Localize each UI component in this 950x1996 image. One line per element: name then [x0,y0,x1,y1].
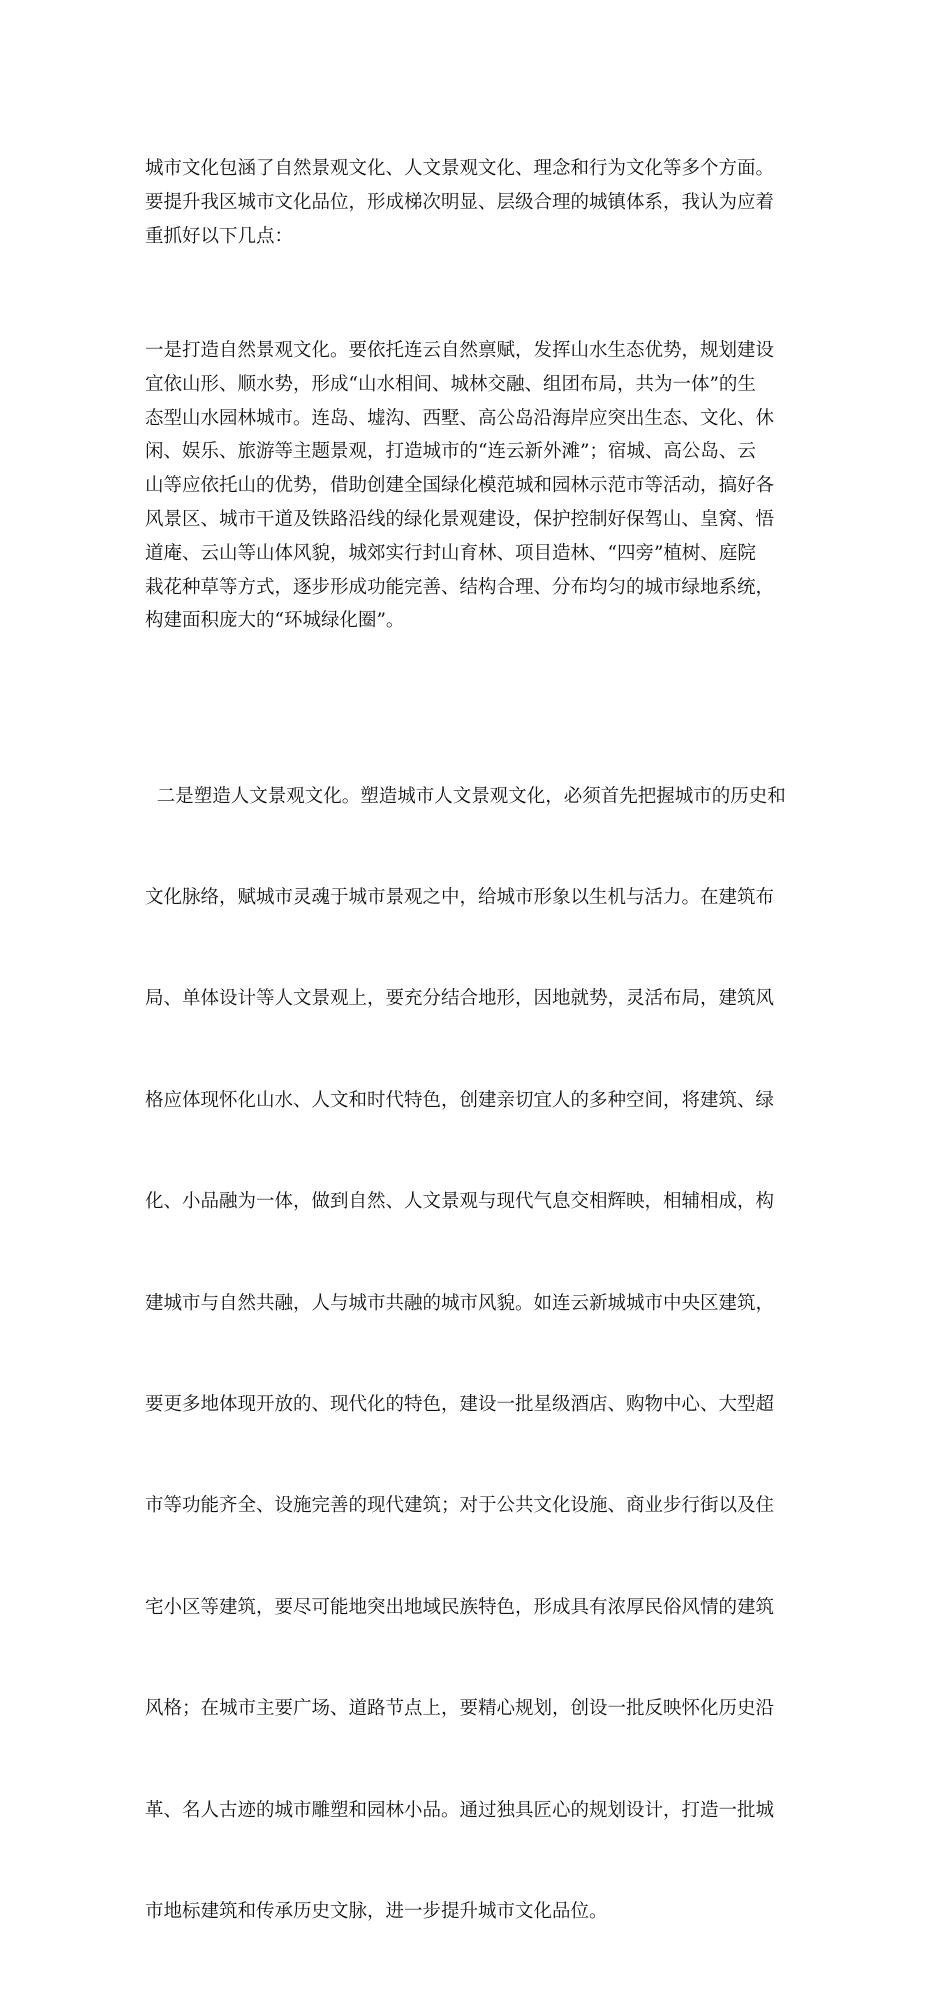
text-line: 革、名人古迹的城市雕塑和园林小品。通过独具匠心的规划设计，打造一批城 [145,1799,775,1821]
paragraph-natural-landscape [145,334,774,638]
paragraph-intro [145,152,774,253]
text-line: 局、单体设计等人文景观上，要充分结合地形，因地就势，灵活布局，建筑风 [145,988,775,1010]
text-line: 山等应依托山的优势，借助创建全国绿化模范城和园林示范市等活动，搞好各 [145,475,775,497]
text-line: 市等功能齐全、设施完善的现代建筑；对于公共文化设施、商业步行街以及住 [145,1495,775,1517]
text-line: 道庵、云山等山体风貌，城郊实行封山育林、项目造林、“四旁”植树、庭院 [145,542,756,564]
text-line: 构建面积庞大的“环城绿化圈”。 [145,610,405,632]
text-line: 态型山水园林城市。连岛、墟沟、西墅、高公岛沿海岸应突出生态、文化、休 [145,407,775,429]
text-line: 市地标建筑和传承历史文脉，进一步提升城市文化品位。 [145,1900,608,1922]
text-line: 要提升我区城市文化品位，形成梯次明显、层级合理的城镇体系，我认为应着 [145,191,775,213]
text-line: 闲、娱乐、旅游等主题景观，打造城市的“连云新外滩”；宿城、高公岛、云 [145,441,756,463]
text-line: 重抓好以下几点： [145,225,294,247]
text-line: 二是塑造人文景观文化。塑造城市人文景观文化，必须首先把握城市的历史和 [145,785,786,807]
text-line: 格应体现怀化山水、人文和时代特色，创建亲切宜人的多种空间，将建筑、绿 [145,1089,775,1111]
text-line: 一是打造自然景观文化。要依托连云自然禀赋，发挥山水生态优势，规划建设 [145,340,775,361]
text-line: 城市文化包涵了自然景观文化、人文景观文化、理念和行为文化等多个方面。 [145,158,775,179]
text-line: 风景区、城市干道及铁路沿线的绿化景观建设，保护控制好保驾山、皇窝、悟 [145,508,775,530]
text-line: 化、小品融为一体，做到自然、人文景观与现代气息交相辉映，相辅相成，构 [145,1191,775,1213]
paragraph-cultural-landscape [145,712,786,1996]
text-line: 要更多地体现开放的、现代化的特色，建设一批星级酒店、购物中心、大型超 [145,1393,775,1415]
text-line: 风格；在城市主要广场、道路节点上，要精心规划，创设一批反映怀化历史沿 [145,1698,775,1720]
text-line: 文化脉络，赋城市灵魂于城市景观之中，给城市形象以生机与活力。在建筑布 [145,886,775,908]
text-line: 宅小区等建筑，要尽可能地突出地域民族特色，形成具有浓厚民俗风情的建筑 [145,1596,775,1618]
text-line: 建城市与自然共融，人与城市共融的城市风貌。如连云新城城市中央区建筑， [145,1292,775,1314]
text-line: 宜依山形、顺水势，形成“山水相间、城林交融、组团布局，共为一体”的生 [145,373,756,395]
text-line: 栽花种草等方式，逐步形成功能完善、结构合理、分布均匀的城市绿地系统， [145,576,775,598]
